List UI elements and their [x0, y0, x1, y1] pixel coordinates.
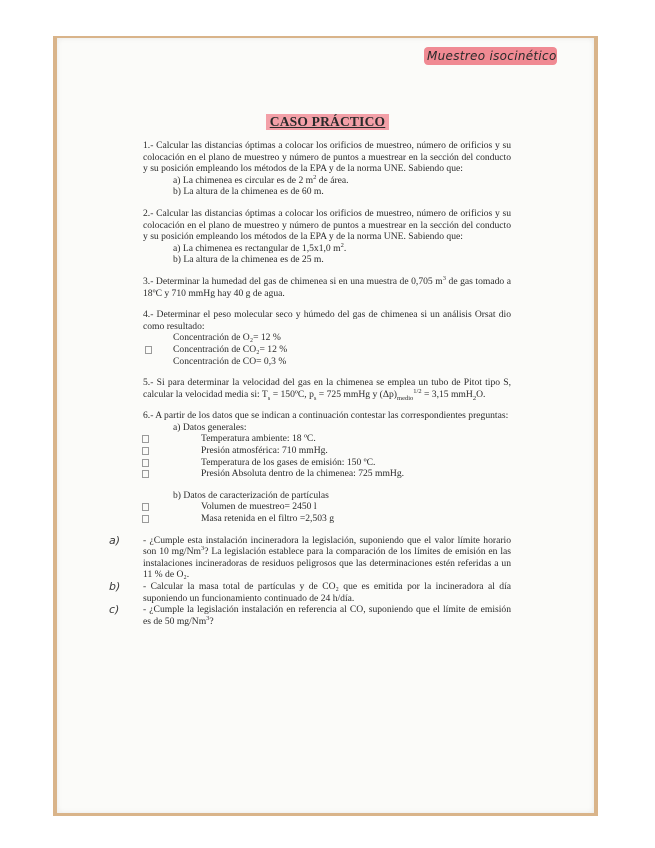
- sub-question-b: - Calcular la masa total de partículas y de CO₂ que es emitida por la incineradora al día suponiendo un funcionamiento continuado de 24 h/día.: [143, 581, 511, 604]
- question-4-item: Concentración de CO= 0,3 %: [173, 355, 287, 367]
- sub-question-c: - ¿Cumple la legislación instalación en referencia al CO, suponiendo que el límite de emisión es de 50 mg/Nm$^3$?: [143, 604, 511, 627]
- document-body: [109, 140, 511, 627]
- checkbox-icon: [142, 447, 149, 455]
- general-data-item: Presión Absoluta dentro de la chimenea: 725 mmHg.: [143, 468, 511, 480]
- handwritten-mark-c: c): [109, 603, 120, 617]
- document-title: CASO PRÁCTICO: [266, 114, 390, 130]
- question-5-text: 5.- Si para determinar la velocidad del gas en la chimenea se emplea un tubo de Pitot tipo S, calcular la velocidad media si: $T_s$ = 150ºC, $p_s = 725$ mmHg y $(\Delta p)_{medio}^{1/2} = 3,15$ mmH$_2$O.: [143, 377, 511, 402]
- general-data-item: Presión atmosférica: 710 mmHg.: [143, 445, 511, 457]
- question-2-text: 2.- Calcular las distancias óptimas a colocar los orificios de muestreo, número de orificios y su colocación en el plano de muestreo y número de puntos a muestrear en la sección del conducto y su posición empleando los métodos de la EPA y de la norma UNE. Sabiendo que:: [143, 207, 511, 243]
- handwritten-mark-b: b): [109, 580, 121, 593]
- checkbox-icon: [142, 503, 149, 511]
- checkbox-icon: [145, 346, 152, 354]
- checkbox-icon: [142, 435, 149, 443]
- question-2-item-a: a) La chimenea es rectangular de 1,5x1,0 $m^2$.: [173, 241, 347, 254]
- checkbox-icon: [142, 459, 149, 467]
- handwritten-mark-a: a): [109, 533, 121, 547]
- checkbox-icon: [142, 515, 149, 523]
- handwritten-header-note: Muestreo isocinético: [424, 47, 557, 65]
- sub-question-a: - ¿Cumple esta instalación incineradora la legislación, suponiendo que el valor límite horario son 10 mg/Nm$^3$? La legislación establece para la comparación de los límites de emisión en las instalaciones incineradoras de residuos peligrosos que las determinaciones estén referidas a un 11 % de O₂.: [143, 534, 511, 581]
- question-2-item-b: b) La altura de la chimenea es de 25 m.: [173, 254, 324, 266]
- general-data-heading: a) Datos generales:: [173, 421, 247, 433]
- question-1: [143, 140, 511, 198]
- question-3: [143, 276, 511, 299]
- particle-data-item: Masa retenida en el filtro =2,503 g: [143, 513, 511, 525]
- question-6-text: 6.- A partir de los datos que se indican a continuación contestar las correspondientes preguntas:: [143, 410, 509, 422]
- question-4-text: 4.- Determinar el peso molecular seco y húmedo del gas de chimenea si un análisis Orsat dio como resultado:: [143, 309, 511, 332]
- question-4-item: Concentración de CO₂= 12 %: [143, 344, 511, 356]
- question-3-text: 3.- Determinar la humedad del gas de chimenea si en una muestra de 0,705 $m^3$ de gas tomado a 18ºC y 710 mmHg hay 40 g de agua.: [143, 274, 511, 299]
- question-4: [143, 309, 511, 367]
- general-data-item: Temperatura ambiente: 18 ºC.: [143, 433, 511, 445]
- question-4-item: Concentración de O₂= 12 %: [173, 332, 281, 344]
- particle-data-item: Volumen de muestreo= 2450 l: [143, 501, 511, 513]
- sub-questions: [109, 533, 511, 628]
- question-5: [143, 377, 511, 400]
- question-6: [143, 410, 511, 524]
- general-data-item: Temperatura de los gases de emisión: 150 ºC.: [143, 457, 511, 469]
- question-2: [143, 208, 511, 266]
- checkbox-icon: [142, 470, 149, 478]
- question-1-text: 1.- Calcular las distancias óptimas a colocar los orificios de muestreo, número de orificios y su colocación en el plano de muestreo y número de puntos a muestrear en la sección del conducto y su posición empleando los métodos de la EPA y de la norma UNE. Sabiendo que:: [143, 140, 511, 175]
- question-1-item-b: b) La altura de la chimenea es de 60 m.: [173, 186, 324, 198]
- particle-data-heading: b) Datos de caracterización de partículas: [173, 489, 329, 501]
- question-1-item-a: a) La chimenea es circular es de 2 $m^2$ de área.: [173, 173, 349, 186]
